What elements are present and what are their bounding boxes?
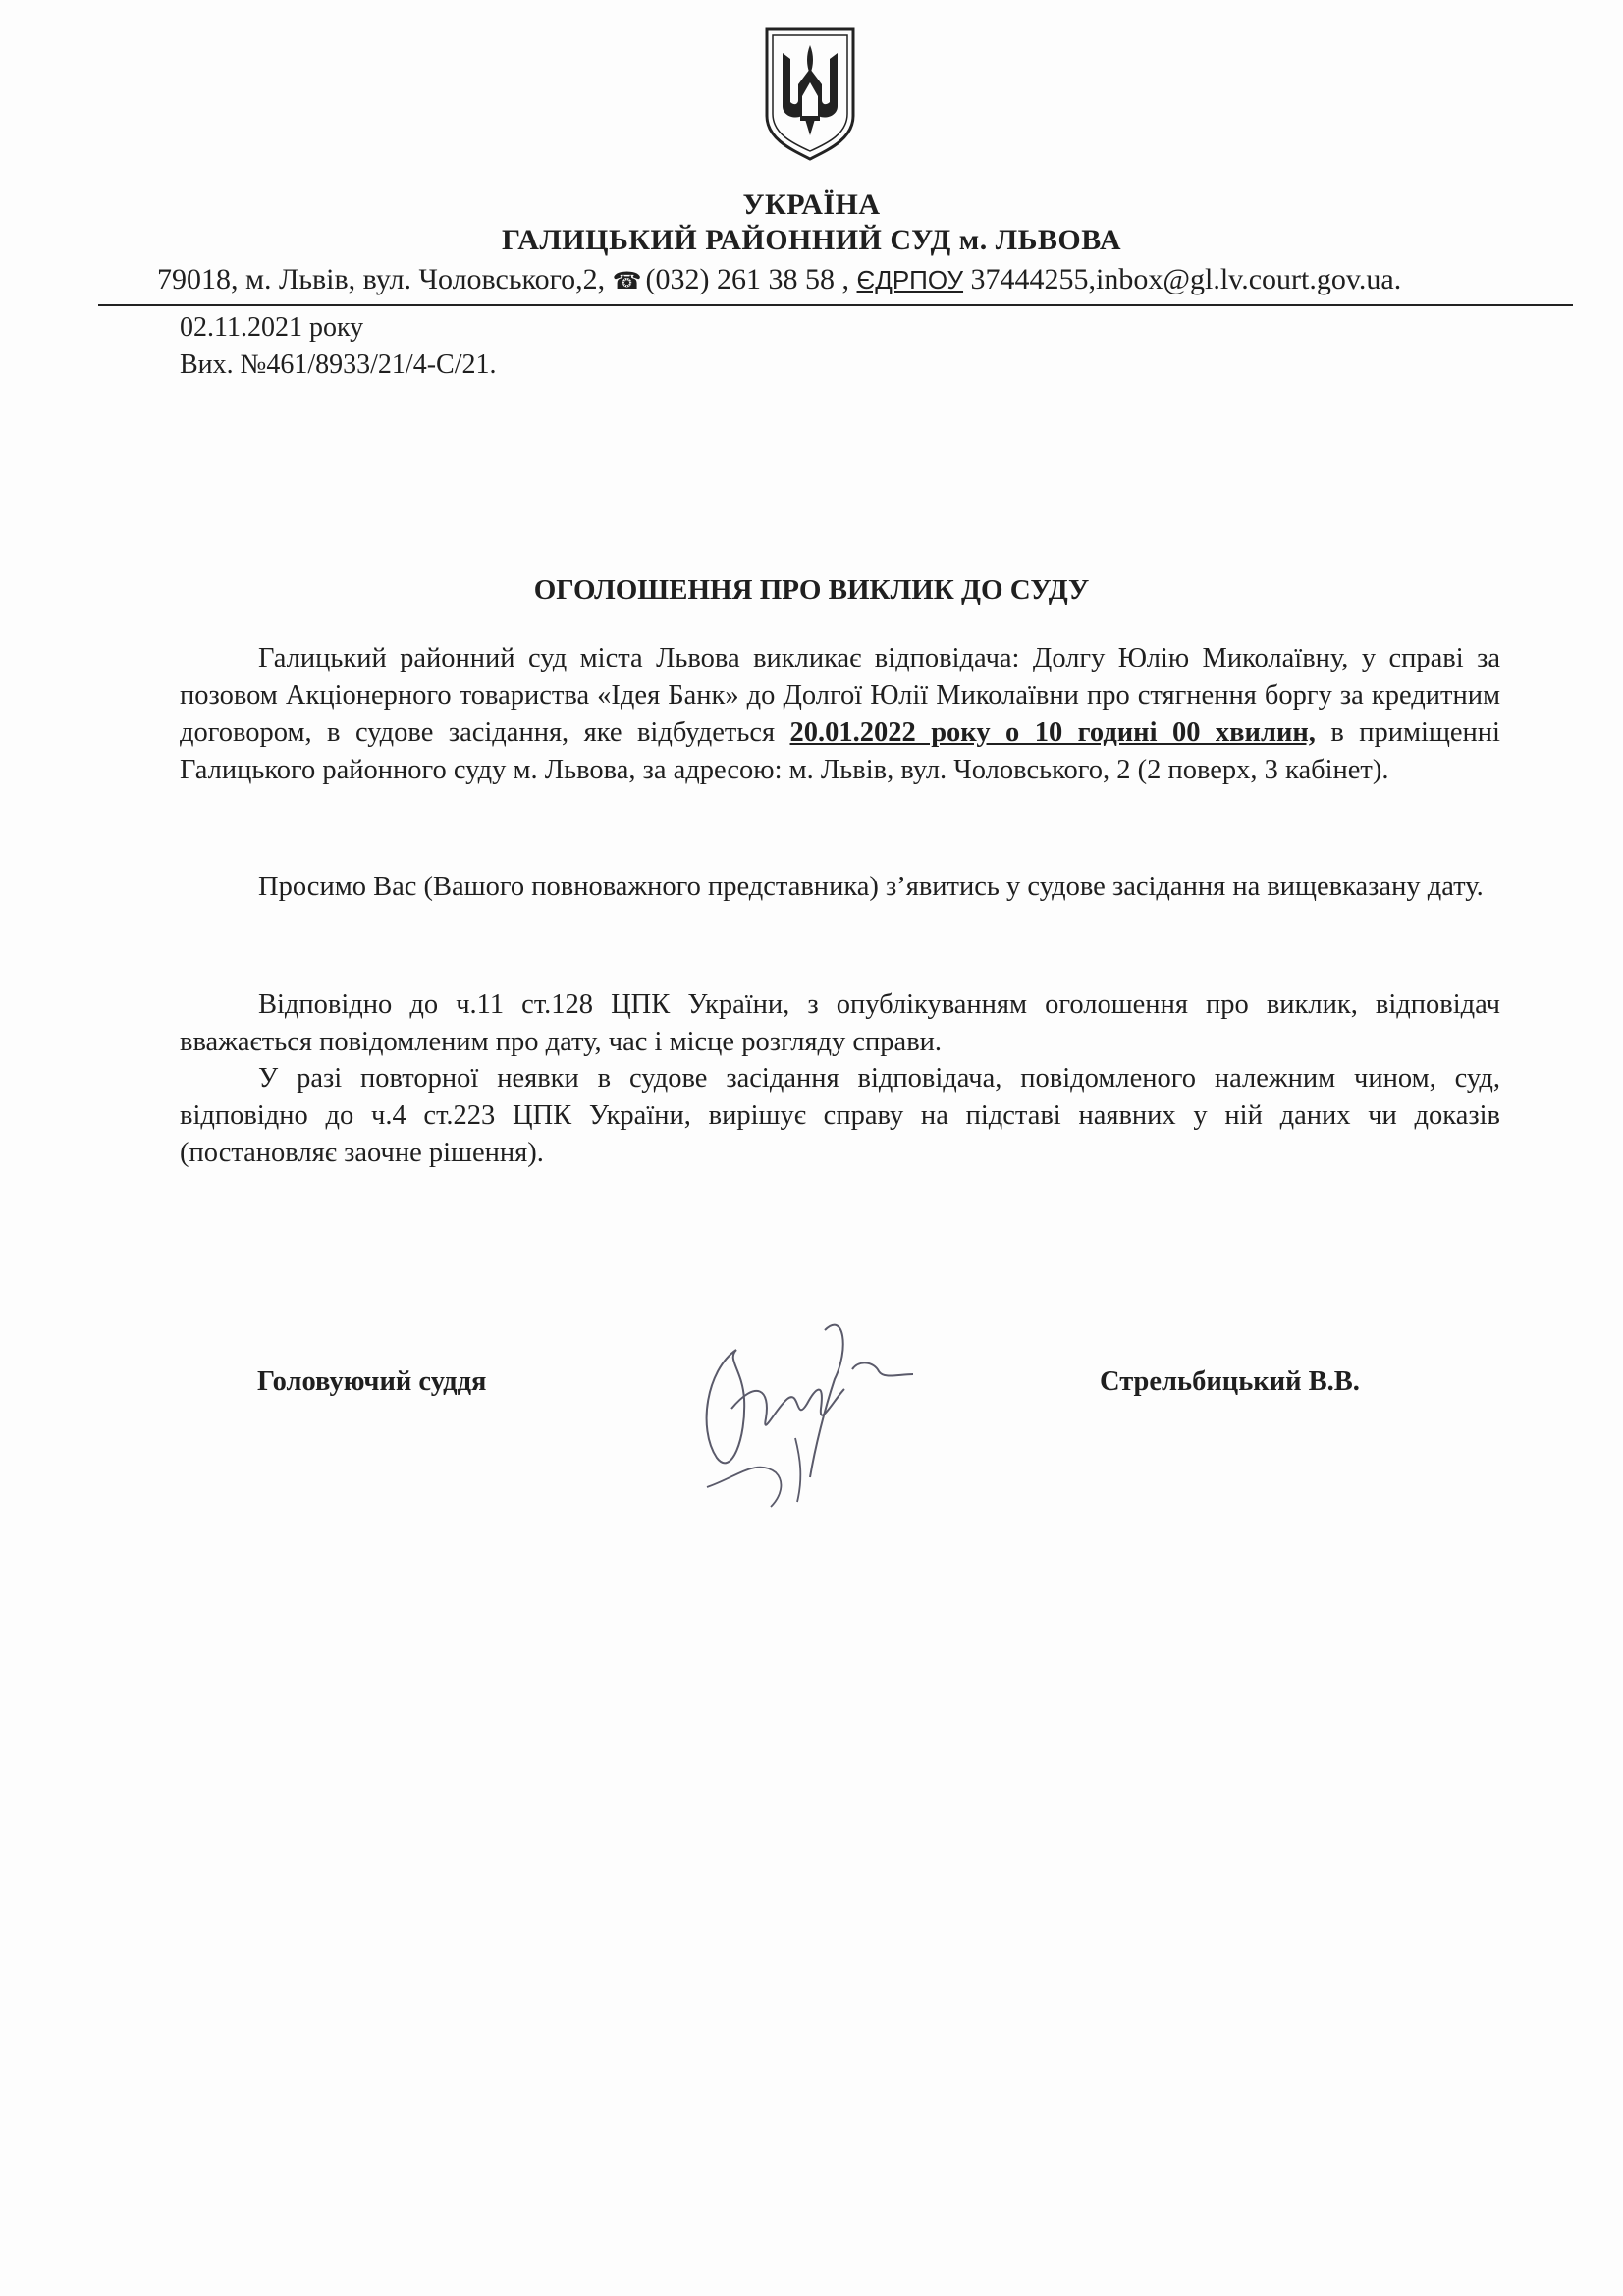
summons-text-end: в приміщенні Галицького районного суду м. Львова, за адресою: м. Львів, вул. Чоловського, 2 (2 поверх, 3 кабінет). — [180, 718, 1500, 785]
outgoing-number: Вих. №461/8933/21/4-С/21. — [180, 349, 497, 380]
paragraph-request: Просимо Вас (Вашого повноважного представника) з’явитись у судове засідання на вищевказану дату. — [258, 872, 1484, 902]
header-court-name: ГАЛИЦЬКИЙ РАЙОННИЙ СУД м. ЛЬВОВА — [501, 224, 1122, 256]
paragraph-legal-notice: Відповідно до ч.11 ст.128 ЦПК України, з опублікуванням оголошення про виклик, відповідач вважається повідомленим про дату, час і місце розгляду справи. — [180, 989, 1500, 1057]
document-title: ОГОЛОШЕННЯ ПРО ВИКЛИК ДО СУДУ — [533, 574, 1090, 606]
paragraph-default-judgment: У разі повторної неявки в судове засідання відповідача, повідомленого належним чином, суд, відповідно до ч.4 ст.223 ЦПК України, вирішує справу на підставі наявних у ній даних чи доказів (постановляє заочне рішення). — [180, 1063, 1500, 1168]
header-divider — [98, 304, 1573, 306]
judge-name: Стрельбицький В.В. — [1100, 1366, 1360, 1397]
handwritten-signature — [677, 1291, 933, 1536]
court-address: 79018, м. Львів, вул. Чоловського,2, — [157, 263, 606, 295]
hearing-date-time: 20.01.2022 року о 10 годині 00 хвилин, — [789, 718, 1316, 748]
coat-of-arms-icon — [761, 26, 859, 163]
header-country: УКРАЇНА — [742, 188, 881, 221]
paragraph-summons — [180, 640, 1500, 789]
judge-title: Головуючий суддя — [257, 1366, 487, 1397]
summons-text-start: Галицький районний суд міста Львова викликає відповідача: Долгу Юлію Миколаївну, у справі за позовом Акціонерного товариства «Ідея Банк» до Долгої Юлії Миколаївни про стягнення боргу за кредитним договором, в судове засідання, яке відбудеться — [180, 643, 1500, 748]
court-phone: (032) 261 38 58 , — [645, 263, 850, 295]
telephone-icon: ☎ — [612, 269, 642, 294]
document-date: 02.11.2021 року — [180, 312, 364, 343]
edrpou-label: ЄДРПОУ — [856, 265, 964, 294]
court-contact-line — [157, 263, 1551, 296]
edrpou-and-email: 37444255,inbox@gl.lv.court.gov.ua. — [970, 263, 1402, 295]
